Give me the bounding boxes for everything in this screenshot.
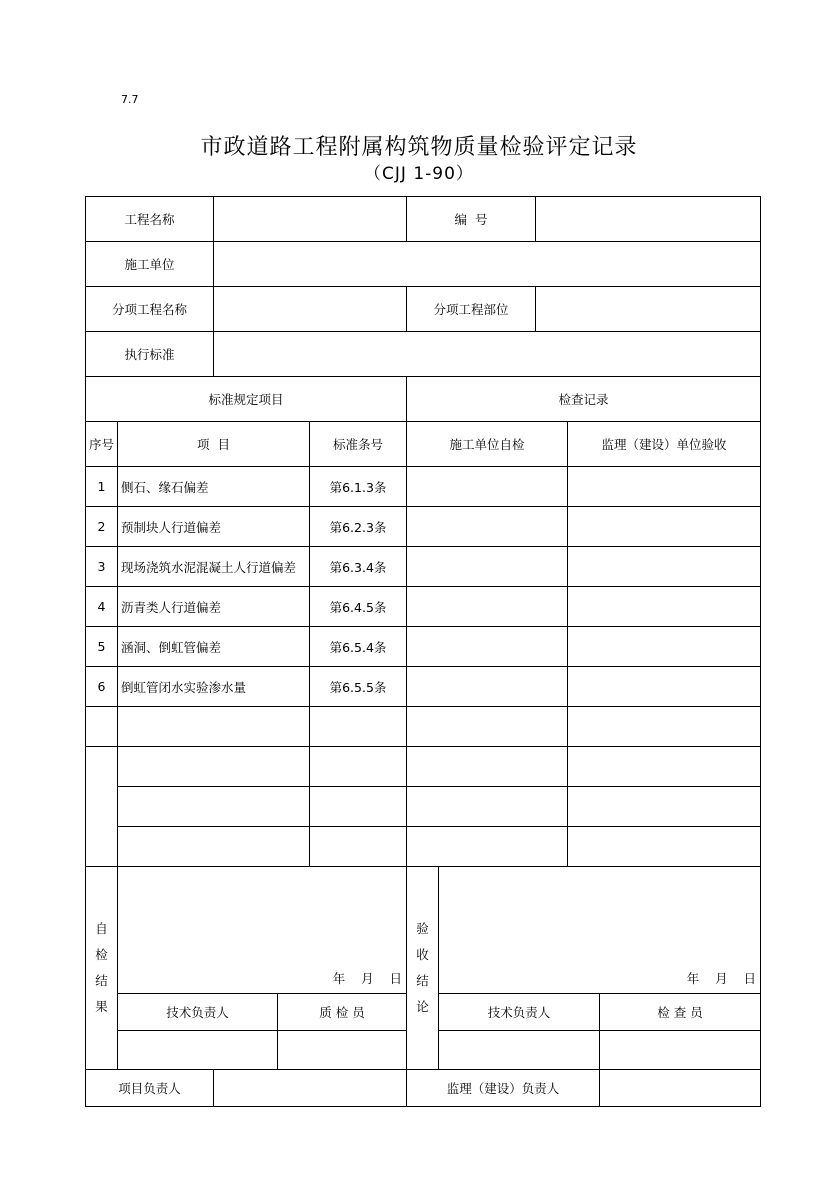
standard-items-header: 标准规定项目 (208, 392, 284, 407)
project-name-label: 工程名称 (124, 212, 175, 227)
acceptance-checker-label: 检 查 员 (657, 1005, 703, 1020)
number-label: 编 号 (454, 212, 488, 227)
project-manager-signature[interactable] (214, 1070, 406, 1106)
supervisor-manager-signature[interactable] (600, 1070, 760, 1106)
construction-unit-field[interactable] (214, 242, 760, 286)
number-field[interactable] (536, 197, 760, 241)
acceptance-conclusion-label: 验 收 结 论 (416, 921, 429, 1014)
row-item: 涵洞、倒虹管偏差 (121, 639, 222, 655)
form-title: 市政道路工程附属构筑物质量检验评定记录 (200, 135, 638, 160)
subitem-name-field[interactable] (214, 287, 406, 331)
row-seq: 4 (97, 599, 106, 614)
self-check-result-label: 自 检 结 果 (95, 921, 108, 1014)
acceptance-date: 年 月 日 (686, 971, 756, 986)
row-clause: 第6.1.3条 (329, 479, 387, 495)
subitem-name-label: 分项工程名称 (111, 302, 187, 317)
row-item: 预制块人行道偏差 (121, 519, 222, 535)
acceptance-tech-lead-signature[interactable] (439, 1031, 599, 1069)
project-manager-label: 项目负责人 (118, 1081, 181, 1096)
standard-label: 执行标准 (124, 347, 175, 362)
row-item: 侧石、缘石偏差 (121, 479, 209, 495)
subitem-location-label: 分项工程部位 (433, 302, 509, 317)
row-clause: 第6.4.5条 (329, 599, 387, 615)
col-supervision-header: 监理（建设）单位验收 (601, 437, 727, 452)
acceptance-checker-signature[interactable] (600, 1031, 760, 1069)
row-item: 现场浇筑水泥混凝土人行道偏差 (121, 559, 297, 575)
row-seq: 1 (97, 479, 106, 494)
col-item-header: 项 目 (197, 437, 230, 452)
row-seq: 2 (97, 519, 106, 534)
row-clause: 第6.2.3条 (329, 519, 387, 535)
self-check-tech-lead-label: 技术负责人 (166, 1005, 229, 1020)
col-clause-header: 标准条号 (332, 437, 383, 452)
self-check-inspector-label: 质 检 员 (319, 1005, 365, 1020)
acceptance-tech-lead-label: 技术负责人 (487, 1005, 551, 1020)
section-number: 7.7 (121, 93, 139, 106)
col-self-check-header: 施工单位自检 (449, 437, 525, 452)
row-item: 倒虹管闭水实验渗水量 (121, 679, 247, 695)
standard-field[interactable] (214, 332, 760, 376)
construction-unit-label: 施工单位 (124, 257, 175, 272)
row-clause: 第6.5.5条 (329, 679, 387, 695)
row-clause: 第6.3.4条 (329, 559, 387, 575)
self-check-date: 年 月 日 (332, 971, 402, 986)
form-subtitle: （CJJ 1-90） (364, 164, 474, 184)
supervisor-manager-label: 监理（建设）负责人 (446, 1081, 560, 1096)
row-seq: 3 (97, 559, 106, 574)
subitem-location-field[interactable] (536, 287, 760, 331)
self-check-inspector-signature[interactable] (278, 1031, 406, 1069)
self-check-tech-lead-signature[interactable] (118, 1031, 277, 1069)
row-item: 沥青类人行道偏差 (121, 599, 222, 615)
row-clause: 第6.5.4条 (329, 639, 387, 655)
row-seq: 5 (97, 639, 106, 654)
project-name-field[interactable] (214, 197, 406, 241)
inspection-record-header: 检查记录 (558, 392, 609, 407)
col-seq-header: 序号 (88, 437, 114, 452)
row-seq: 6 (97, 679, 106, 694)
